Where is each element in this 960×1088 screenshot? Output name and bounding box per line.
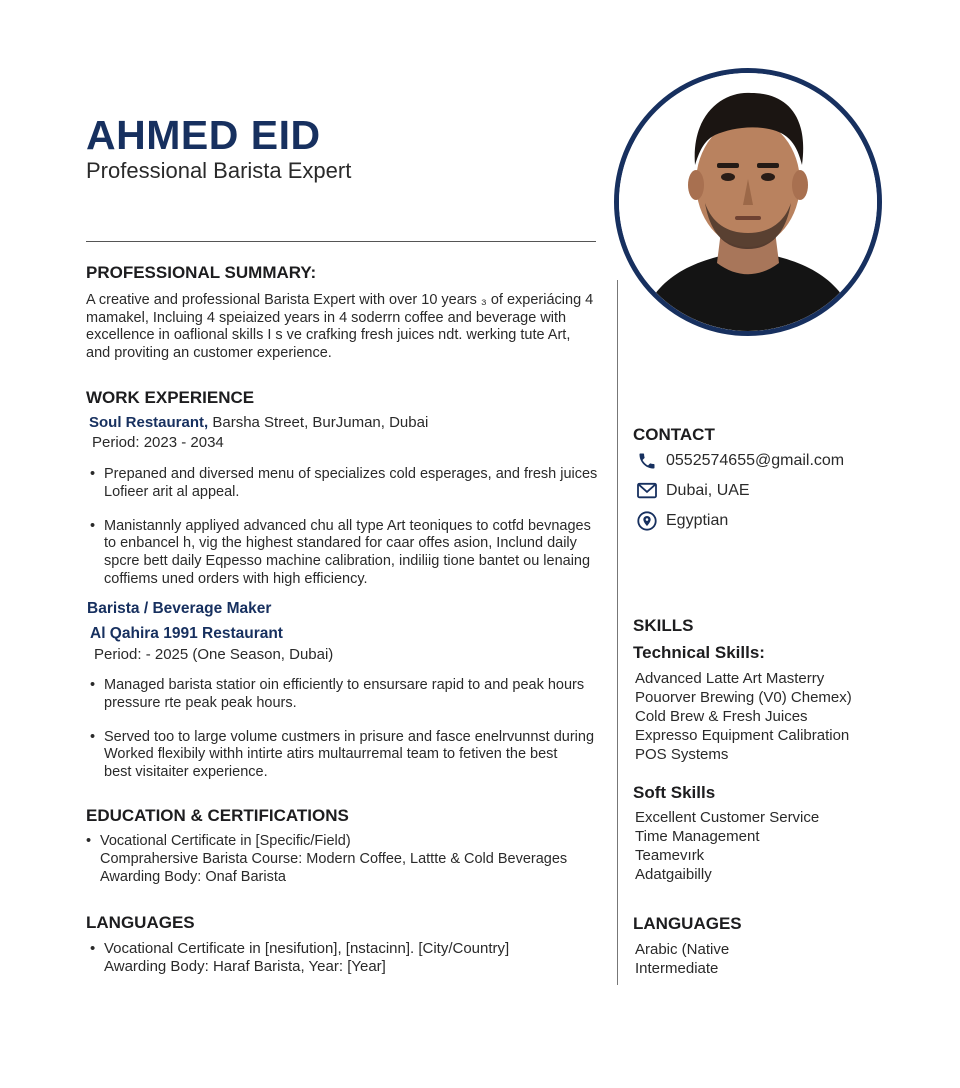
job1-location: Barsha Street, BurJuman, Dubai (208, 414, 429, 431)
contact-location-row (636, 480, 750, 502)
contact-heading: CONTACT (633, 425, 715, 444)
list-item (86, 466, 606, 502)
bullet-line: pressure rte peak peak hours. (104, 694, 297, 711)
language-line: Awarding Body: Haraf Barista, Year: [Year] (104, 957, 386, 975)
list-item: Expresso Equipment Calibration (635, 727, 850, 744)
contact-email-row (636, 450, 844, 472)
education-line: • Vocational Certificate in [Specific/Field) (100, 833, 351, 849)
languages-right-heading: LANGUAGES (633, 914, 742, 933)
column-divider (617, 280, 618, 985)
job1-employer: Soul Restaurant, (89, 414, 209, 431)
list-item: Advanced Latte Art Masterry (635, 670, 825, 687)
list-item: Time Management (635, 828, 760, 845)
list-item (82, 833, 612, 886)
bullet-line: spcre bett daily Eqpesso machine calibration, indiliig tione bantet ou lenaing (104, 553, 591, 570)
list-item: Intermediate (635, 960, 719, 977)
bullet-line: • Manistannly appliyed advanced chu all type Art teoniques to cotfd bevnages (104, 517, 591, 534)
job1-period: Period: 2023 - 2034 (92, 434, 224, 451)
list-item (86, 677, 606, 713)
job2-bullets (86, 677, 606, 782)
education-list (82, 833, 612, 886)
technical-skills-heading: Technical Skills: (633, 643, 765, 662)
list-item (86, 518, 606, 589)
bullet-line: Lofieer arit al appeal. (104, 483, 240, 500)
contact-email[interactable]: 0552574655@gmail.com (666, 452, 845, 469)
list-item (86, 940, 606, 976)
bullet-line: coffiems uned orders with high efficiency. (104, 570, 368, 587)
contact-nationality-row (636, 510, 728, 532)
header-divider (86, 241, 596, 242)
profile-photo (614, 68, 882, 336)
job2-role: Barista / Beverage Maker (87, 600, 272, 617)
skills-heading: SKILLS (633, 616, 694, 635)
phone-icon (636, 450, 658, 472)
summary-line: excellence in oaflional skills I s ve crafking fresh juices ndt. werking tute Art, (86, 327, 571, 344)
candidate-name: AHMED EID (86, 112, 321, 158)
education-heading: EDUCATION & CERTIFICATIONS (86, 806, 349, 825)
languages-left-heading: LANGUAGES (86, 913, 195, 932)
summary-line: A creative and professional Barista Expert with over 10 years ₃ of experiácing 4 (86, 292, 594, 308)
candidate-title: Professional Barista Expert (86, 158, 352, 183)
work-experience-heading: WORK EXPERIENCE (86, 388, 255, 407)
languages-left-list (86, 940, 606, 976)
technical-skills-list (635, 669, 852, 764)
contact-location: Dubai, UAE (666, 482, 750, 499)
language-line: • Vocational Certificate in [nesifution], [nstacinn]. [City/Country] (104, 940, 510, 957)
job2-employer: Al Qahira 1991 Restaurant (90, 625, 283, 642)
list-item: Adatgaibilly (635, 866, 712, 883)
person-portrait-icon (619, 73, 877, 331)
bullet-line: • Prepaned and diversed menu of specializes cold esperages, and fresh juices (104, 466, 598, 482)
location-pin-icon (636, 510, 658, 532)
list-item: Pouorver Brewing (V0) Chemex) (635, 689, 852, 706)
summary-line: and proviting an customer experience. (86, 344, 332, 361)
soft-skills-list (635, 808, 819, 884)
soft-skills-heading: Soft Skills (633, 783, 716, 802)
languages-right-list (635, 940, 729, 978)
bullet-line: • Served too to large volume custmers in prisure and fasce enelrvunnst during (104, 728, 595, 745)
job2-period: Period: - 2025 (One Season, Dubai) (94, 646, 334, 663)
bullet-line: Worked flexibily withh intirte atirs multaurremal team to fetiven the best (104, 746, 558, 763)
education-line: Awarding Body: Onaf Barista (100, 868, 286, 885)
list-item: Arabic (Native (635, 941, 730, 958)
list-item: Excellent Customer Service (635, 809, 820, 826)
summary-line: mamakel, Incluing 4 speiaized years in 4 soderrn coffee and beverage with (86, 309, 567, 326)
contact-nationality: Egyptian (666, 512, 729, 529)
list-item: Cold Brew & Fresh Juices (635, 708, 808, 725)
bullet-line: best visitaiter experience. (104, 764, 268, 781)
summary-text (86, 292, 606, 362)
list-item (86, 729, 606, 782)
job1-bullets (86, 466, 606, 589)
list-item: Teamevırk (635, 847, 705, 864)
list-item: POS Systems (635, 746, 729, 763)
bullet-line: to enbancel h, vig the highest standared for caar offes asion, Inclund daily (104, 535, 577, 552)
job1-employer-line (89, 414, 428, 432)
summary-heading: PROFESSIONAL SUMMARY: (86, 263, 317, 282)
education-line: Comprahersive Barista Course: Modern Coffee, Lattte & Cold Beverages (100, 850, 568, 867)
bullet-line: • Managed barista statior oin efficiently to ensursare rapid to and peak hours (104, 677, 585, 693)
envelope-icon (636, 480, 658, 502)
